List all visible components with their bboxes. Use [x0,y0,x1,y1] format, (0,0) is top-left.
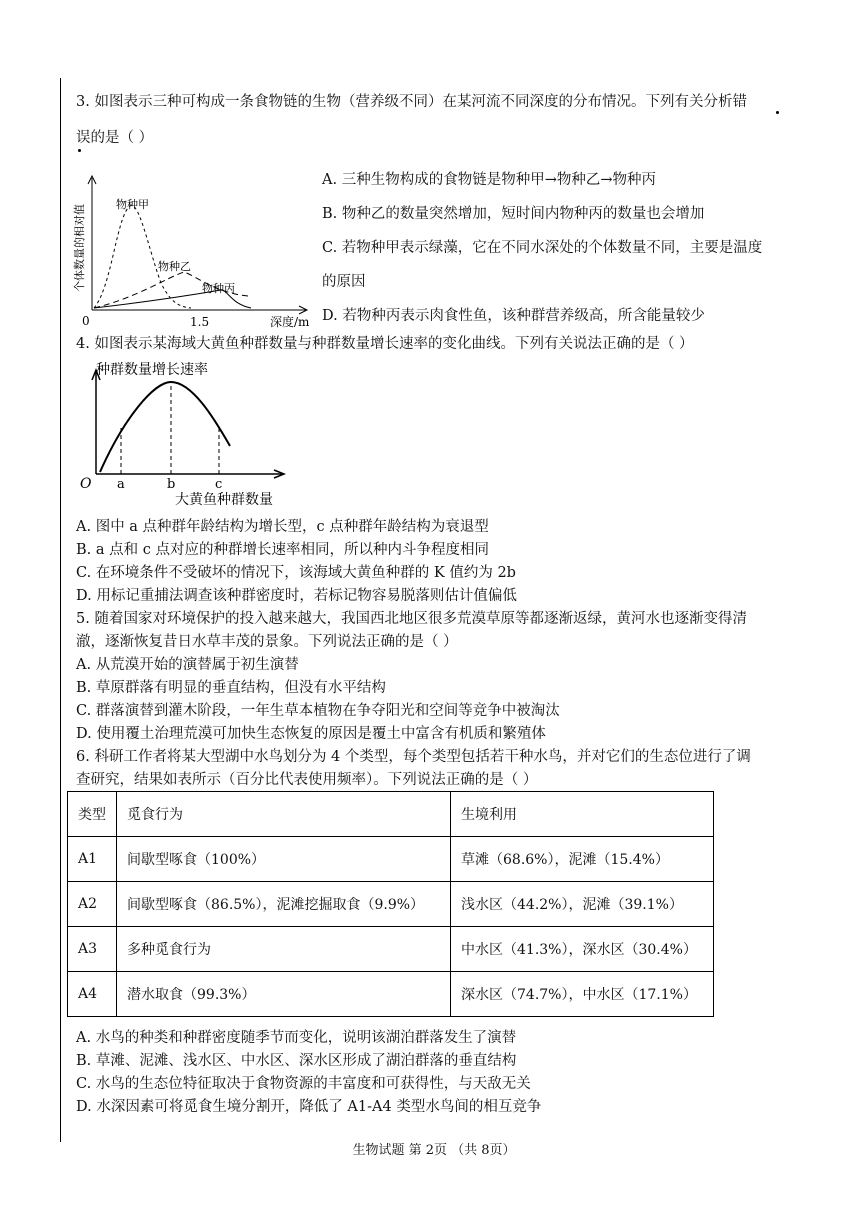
table-cell: A4 [68,972,117,1017]
q4-tick-a: a [117,477,125,492]
q4-x-label: 大黄鱼种群数量 [175,492,273,508]
q6-stem-line1: 6. 科研工作者将某大型湖中水鸟划分为 4 个类型，每个类型包括若干种水鸟，并对它们的生态位进行了调 [76,749,751,765]
q5-option-b: B. 草原群落有明显的垂直结构，但没有水平结构 [76,680,386,696]
q4-tick-c: c [215,477,223,492]
table-row [68,972,714,1017]
q3-series-c-label: 物种丙 [202,282,235,295]
q3-origin-label: 0 [82,314,90,328]
q4-growth-curve [100,382,230,472]
q4-option-a: A. 图中 a 点种群年龄结构为增长型，c 点种群年龄结构为衰退型 [76,519,489,535]
table-cell: A2 [68,882,117,927]
table-header-cell: 觅食行为 [117,792,451,837]
q3-y-label: 个体数量的相对值 [73,204,86,292]
q3-option-a: A. 三种生物构成的食物链是物种甲→物种乙→物种丙 [322,172,656,188]
table-header-cell: 生境利用 [451,792,714,837]
table-header-row [68,792,714,837]
q6-option-d: D. 水深因素可将觅食生境分割开，降低了 A1-A4 类型水鸟间的相互竞争 [76,1099,542,1115]
emphasis-dot [776,111,779,114]
q3-option-c: C. 若物种甲表示绿藻，它在不同水深处的个体数量不同，主要是温度 [322,240,763,256]
table-cell: 草滩（68.6%），泥滩（15.4%） [451,837,714,882]
table-cell: 深水区（74.7%），中水区（17.1%） [451,972,714,1017]
table-cell: A1 [68,837,117,882]
left-margin-rule [60,78,61,1142]
q6-stem-line2: 查研究，结果如表所示（百分比代表使用频率）。下列说法正确的是（ ） [76,772,538,788]
q4-option-c: C. 在环境条件不受破坏的情况下，该海域大黄鱼种群的 K 值约为 2b [76,565,516,581]
q3-option-b: B. 物种乙的数量突然增加，短时间内物种丙的数量也会增加 [322,206,705,222]
q4-y-label: 种群数量增长速率 [96,362,208,378]
q6-option-c: C. 水鸟的生态位特征取决于食物资源的丰富度和可获得性，与天敌无关 [76,1076,531,1092]
q4-origin-label: O [80,476,92,492]
page-footer: 生物试题 第 2页 （共 8页） [352,1143,516,1158]
q6-table [67,791,714,1017]
q4-option-d: D. 用标记重捕法调查该种群密度时，若标记物容易脱落则估计值偏低 [76,588,517,604]
q4-option-b: B. a 点和 c 点对应的种群增长速率相同，所以种内斗争程度相同 [76,542,489,558]
q4-tick-b: b [167,477,176,492]
table-row [68,927,714,972]
q5-option-a: A. 从荒漠开始的演替属于初生演替 [76,657,299,673]
emphasis-dot [78,149,81,152]
table-row [68,882,714,927]
q6-option-a: A. 水鸟的种类和种群密度随季节而变化，说明该湖泊群落发生了演替 [76,1030,517,1046]
table-cell: A3 [68,927,117,972]
q3-stem-line1: 3. 如图表示三种可构成一条食物链的生物（营养级不同）在某河流不同深度的分布情况。下列有关分析错 [76,94,747,110]
q3-series-b-label: 物种乙 [158,260,191,273]
q5-option-d: D. 使用覆土治理荒漠可加快生态恢复的原因是覆土中富含有机质和繁殖体 [76,726,546,742]
table-header-cell: 类型 [68,792,117,837]
table-cell: 潜水取食（99.3%） [117,972,451,1017]
q6-option-b: B. 草滩、泥滩、浅水区、中水区、深水区形成了湖泊群落的垂直结构 [76,1053,517,1069]
q3-depth-chart [66,168,316,333]
table-cell: 中水区（41.3%），深水区（30.4%） [451,927,714,972]
q4-growth-rate-chart [74,358,294,510]
q3-series-a-label: 物种甲 [116,198,149,211]
table-cell: 多种觅食行为 [117,927,451,972]
q3-option-d: D. 若物种丙表示肉食性鱼，该种群营养级高，所含能量较少 [322,308,705,324]
q5-stem-line1: 5. 随着国家对环境保护的投入越来越大，我国西北地区很多荒漠草原等都逐渐返绿，黄河水也逐渐变得清 [76,611,747,627]
q5-stem-line2: 澈，逐渐恢复昔日水草丰茂的景象。下列说法正确的是（ ） [76,634,458,650]
q3-stem-line2: 误的是（ ） [76,130,154,146]
table-row [68,837,714,882]
q4-stem: 4. 如图表示某海域大黄鱼种群数量与种群数量增长速率的变化曲线。下列有关说法正确的是（ ） [76,336,694,352]
q3-option-c-cont: 的原因 [322,274,366,290]
q3-curve-species-a [94,205,191,308]
table-cell: 间歇型啄食（100%） [117,837,451,882]
q3-tick-label: 1.5 [190,315,210,329]
table-cell: 间歇型啄食（86.5%），泥滩挖掘取食（9.9%） [117,882,451,927]
table-cell: 浅水区（44.2%），泥滩（39.1%） [451,882,714,927]
q5-option-c: C. 群落演替到灌木阶段，一年生草本植物在争夺阳光和空间等竞争中被淘汰 [76,703,560,719]
q3-x-label: 深度/m [270,315,310,329]
